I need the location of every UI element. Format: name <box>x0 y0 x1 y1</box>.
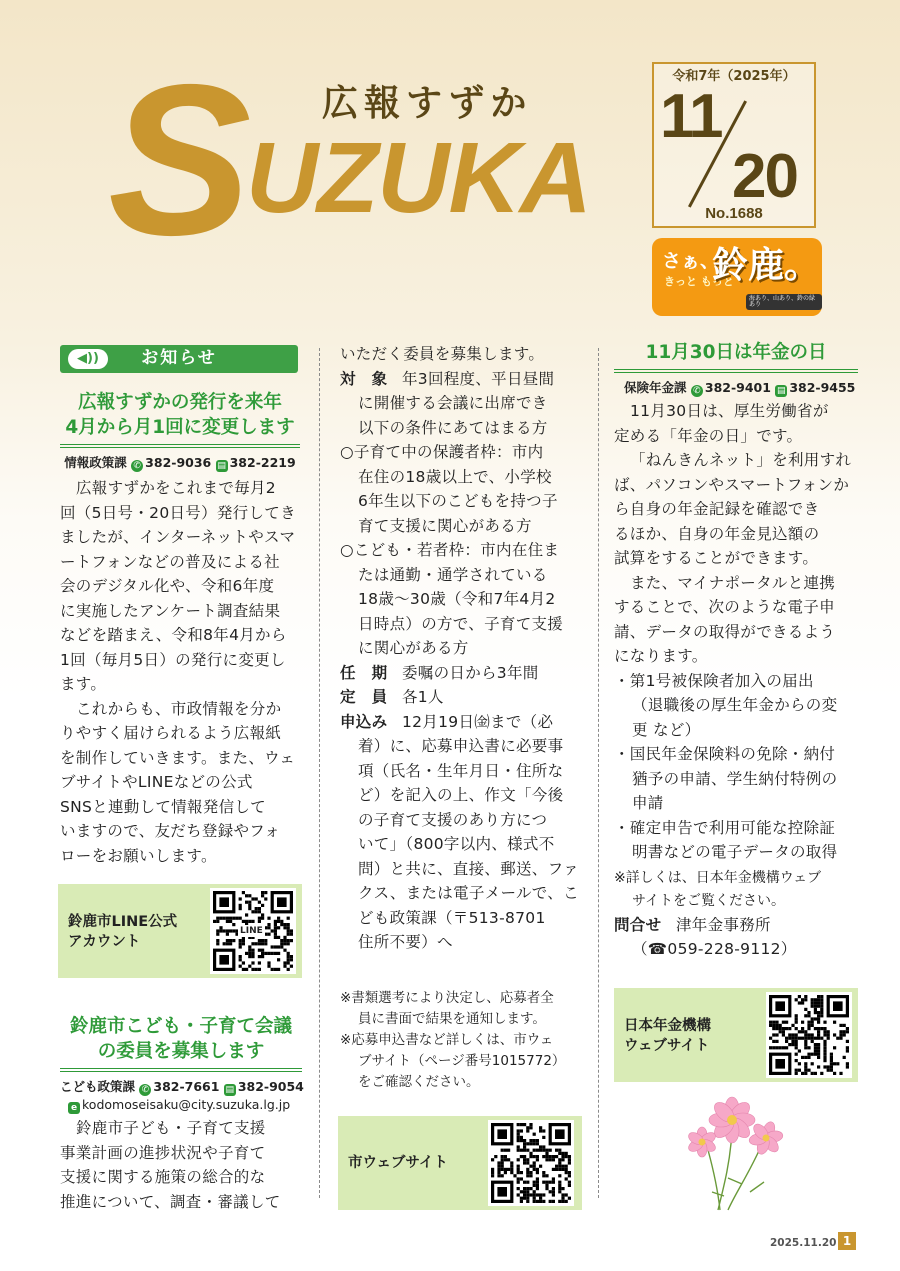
apply-line: 住所不要）へ <box>358 933 453 951</box>
note-line: ※詳しくは、日本年金機構ウェブ <box>614 869 822 886</box>
qr-code-icon <box>491 1123 571 1203</box>
article-title: 11月30日は年金の日 <box>645 342 827 363</box>
pension-website-qr-panel[interactable] <box>614 988 858 1082</box>
qr-label-line: アカウント <box>68 934 141 950</box>
inquiry-term: 問合せ <box>614 915 662 934</box>
condition-line: ○こども・若者枠：市内在住ま <box>340 541 560 559</box>
apply-row <box>340 710 590 735</box>
notice-label: お知らせ <box>141 348 217 368</box>
apply-line: 項（氏名・生年月日・住所な <box>358 761 564 780</box>
capacity-value: 各1人 <box>402 688 444 706</box>
inquiry-tel: （☎059-228-9112） <box>632 940 797 958</box>
apply-line: いて」（800字以内、様式不 <box>358 835 555 853</box>
body-line: 請、データの取得ができるよう <box>614 622 836 641</box>
title-line: の委員を募集します <box>97 1041 265 1062</box>
body-line <box>60 1116 302 1141</box>
bullet-line: 申請 <box>632 794 664 812</box>
line-account-qr-panel[interactable] <box>58 884 302 978</box>
logo-wordmark: UZUKA <box>246 122 591 234</box>
body-line: 試算をすることができます。 <box>614 549 819 567</box>
body-line: を制作していきます。また、ウェ <box>60 748 296 767</box>
body-line: ートフォンなどの普及による社 <box>60 552 280 571</box>
line-qr-code[interactable] <box>210 888 296 974</box>
target-line: 以下の条件にあてはまる方 <box>358 418 548 437</box>
bullet-line: 猶予の申請、学生納付特例の <box>632 769 838 788</box>
page-number: 1 <box>838 1232 856 1250</box>
notice-header-bar <box>60 345 298 373</box>
body-line: 支援に関する施策の総合的な <box>60 1168 266 1186</box>
article-childcare-council <box>60 1014 302 1214</box>
contact-dept: 保険年金課 <box>624 380 687 395</box>
column-divider <box>598 348 599 1198</box>
condition-line: 日時点）の方で、子育て支援 <box>358 614 564 633</box>
logo-letter-s: S <box>108 39 246 280</box>
qr-label: 市ウェブサイト <box>348 1155 448 1171</box>
body-line: ば、パソコンやスマートフォンか <box>614 475 850 494</box>
issue-number: No.1688 <box>705 205 763 222</box>
inquiry-value: 津年金事務所 <box>676 915 771 934</box>
lead-line: いただく委員を募集します。 <box>340 345 545 363</box>
contact-fax: 382-9054 <box>237 1079 304 1094</box>
note-line: サイトをご覧ください。 <box>632 892 786 909</box>
body-line <box>614 448 858 473</box>
qr-label-line: 鈴鹿市LINE公式 <box>68 914 178 930</box>
body-line: などを踏まえ、令和8年4月から <box>60 626 287 644</box>
note-line: をご確認ください。 <box>358 1074 480 1090</box>
pension-qr-code[interactable] <box>766 992 852 1078</box>
article-body <box>60 476 300 868</box>
article-pension-day <box>614 340 858 962</box>
title-rule <box>60 444 300 448</box>
issue-date-box <box>652 62 816 228</box>
body-line: 1回（毎月5日）の発行に変更し <box>60 650 286 669</box>
apply-line: の子育て支援のあり方につ <box>358 810 548 829</box>
target-row <box>340 367 590 392</box>
body-line: ら自身の年金記録を確認でき <box>614 500 820 518</box>
body-line: 定める「年金の日」です。 <box>614 426 803 445</box>
contact-tel: 382-9036 <box>145 455 212 470</box>
condition-line: ○子育て中の保護者枠：市内 <box>340 443 544 461</box>
contact-dept: こども政策課 <box>60 1079 136 1094</box>
title-line: 広報すずかの発行を来年 <box>78 392 282 413</box>
city-website-qr-panel[interactable] <box>338 1116 582 1210</box>
bullet-line: 更 など） <box>632 720 701 739</box>
recruitment-details <box>340 342 590 955</box>
issue-month: 11 <box>660 82 722 151</box>
bullet-line: ・国民年金保険料の免除・納付 <box>614 745 836 763</box>
body-line: することで、次のような電子申 <box>614 598 835 616</box>
qr-label-line: 日本年金機構 <box>624 1018 711 1034</box>
term-row <box>340 661 590 686</box>
body-text: 「ねんきんネット」を利用すれ <box>630 451 852 469</box>
phone-icon: ✆ <box>139 1084 151 1096</box>
term-term: 任 期 <box>340 663 388 682</box>
apply-term: 申込み <box>340 712 388 731</box>
inquiry-row <box>614 913 858 938</box>
body-line: いますので、友だち登録やフォ <box>60 822 281 840</box>
qr-label-line: ウェブサイト <box>624 1038 710 1054</box>
title-line: 4月から月1回に変更します <box>65 417 295 438</box>
footer-date: 2025.11.20 <box>770 1237 837 1249</box>
contact-tel: 382-9401 <box>704 380 771 395</box>
note-line: ※書類選考により決定し、応募者全 <box>340 990 554 1006</box>
body-line: に実施したアンケート調査結果 <box>60 601 281 620</box>
slogan-part-a: さぁ、 <box>662 250 720 272</box>
apply-line: ど）を記入の上、作文「今後 <box>358 786 564 804</box>
contact-email[interactable]: kodomoseisaku@city.suzuka.lg.jp <box>82 1097 291 1112</box>
contact-line <box>60 1078 302 1096</box>
phone-icon: ✆ <box>691 385 703 397</box>
condition-line: 育て支援に関心がある方 <box>358 516 532 535</box>
note-line: 員に書面で結果を通知します。 <box>358 1011 546 1027</box>
title-rule <box>60 1068 302 1072</box>
qr-label <box>624 1016 711 1056</box>
apply-line: 問）と共に、直接、郵送、ファ <box>358 859 579 878</box>
note-line: ブサイト（ページ番号1015772） <box>358 1053 566 1069</box>
body-line: SNSと連動して情報発信して <box>60 797 266 816</box>
article-title <box>60 1014 302 1064</box>
body-line: 会のデジタル化や、令和6年度 <box>60 577 275 595</box>
contact-fax: 382-2219 <box>229 455 296 470</box>
body-line: るほか、自身の年金見込額の <box>614 524 820 543</box>
apply-line: ども政策課（〒513-8701 <box>358 908 546 927</box>
body-line: ましたが、インターネットやスマ <box>60 528 296 546</box>
qr-label <box>68 912 177 952</box>
body-text: 広報すずかをこれまで毎月2 <box>76 479 276 497</box>
inquiry <box>614 913 858 962</box>
issue-day: 20 <box>732 142 797 211</box>
column-divider <box>319 348 320 1198</box>
email-icon: e <box>68 1102 80 1114</box>
slogan-part-c: 鈴鹿。 <box>712 245 821 286</box>
body-line: ます。 <box>60 675 107 693</box>
body-line <box>60 476 300 501</box>
condition-line: 18歳～30歳（令和7年4月2 <box>358 590 556 608</box>
body-line: ブサイトやLINEなどの公式 <box>60 773 253 791</box>
contact-dept: 情報政策課 <box>64 455 127 470</box>
contact-line <box>60 454 300 472</box>
slogan-tagline: 海あり、山あり、鈴の緑あり <box>746 294 822 310</box>
body-line <box>614 399 858 424</box>
notes <box>340 988 590 1093</box>
line-logo: LINE <box>240 926 263 936</box>
capacity-row <box>340 685 590 710</box>
bullet-line: （退職後の厚生年金からの変 <box>632 696 838 714</box>
contact-tel: 382-7661 <box>153 1079 220 1094</box>
target-line: に開催する会議に出席でき <box>358 394 548 412</box>
cosmos-flower-illustration <box>680 1092 790 1212</box>
slogan-part-b: きっと もっと <box>664 275 734 288</box>
contact-fax: 382-9455 <box>789 380 856 395</box>
body-line: りやすく届けられるよう広報紙 <box>60 724 282 742</box>
body-text: また、マイナポータルと連携 <box>630 573 836 592</box>
title-rule <box>614 369 858 373</box>
target-text: 年3回程度、平日昼間 <box>402 369 555 388</box>
bullet-line: 明書などの電子データの取得 <box>632 843 838 861</box>
term-value: 委嘱の日から3年間 <box>402 663 539 682</box>
email-line[interactable] <box>60 1096 302 1114</box>
apply-text: 12月19日㈮まで（必 <box>402 712 554 731</box>
body-line: ローをお願いします。 <box>60 846 217 865</box>
phone-icon: ✆ <box>131 460 143 472</box>
contact-line <box>614 379 858 397</box>
body-line: 回（5日号・20日号）発行してき <box>60 503 296 522</box>
condition-line: たは通勤・通学されている <box>358 565 548 584</box>
title-line: 鈴鹿市こども・子育て会議 <box>69 1016 292 1037</box>
fax-icon: ▤ <box>217 461 226 471</box>
condition-line: 在住の18歳以上で、小学校 <box>358 467 552 486</box>
qr-code-icon <box>769 995 849 1075</box>
body-text: 鈴鹿市子ども・子育て支援 <box>76 1119 266 1137</box>
body-line: になります。 <box>614 647 708 665</box>
issue-era: 令和7年（2025年） <box>672 69 796 84</box>
city-slogan-badge <box>652 238 822 316</box>
condition-line: 6年生以下のこどもを持つ子 <box>358 492 558 510</box>
article-publication-change <box>60 390 300 868</box>
bullet-line: ・第1号被保険者加入の届出 <box>614 671 814 690</box>
body-line <box>60 697 300 722</box>
body-line <box>614 571 858 596</box>
body-line: 推進について、調査・審議して <box>60 1192 281 1211</box>
city-website-qr-code[interactable] <box>488 1120 574 1206</box>
pension-note <box>614 867 858 913</box>
body-text: これからも、市政情報を分か <box>76 699 282 718</box>
target-term: 対 象 <box>340 369 388 388</box>
publication-title: 広報すずか <box>322 83 533 124</box>
megaphone-icon: ◀)) <box>68 349 108 369</box>
note-line: ※応募申込書など詳しくは、市ウェ <box>340 1032 554 1048</box>
article-body <box>614 399 858 865</box>
article-title <box>60 390 300 440</box>
fax-icon: ▤ <box>225 1085 235 1095</box>
article-body <box>60 1116 302 1214</box>
apply-line: 着）に、応募申込書に必要事 <box>358 737 564 755</box>
capacity-term: 定 員 <box>340 688 388 706</box>
condition-line: に関心がある方 <box>358 639 469 657</box>
fax-icon: ▤ <box>777 386 786 396</box>
body-text: 11月30日は、厚生労働省が <box>630 402 829 420</box>
bullet-line: ・確定申告で利用可能な控除証 <box>614 818 836 837</box>
apply-line: クス、または電子メールで、こ <box>358 884 579 902</box>
body-line: 事業計画の進捗状況や子育て <box>60 1143 266 1162</box>
